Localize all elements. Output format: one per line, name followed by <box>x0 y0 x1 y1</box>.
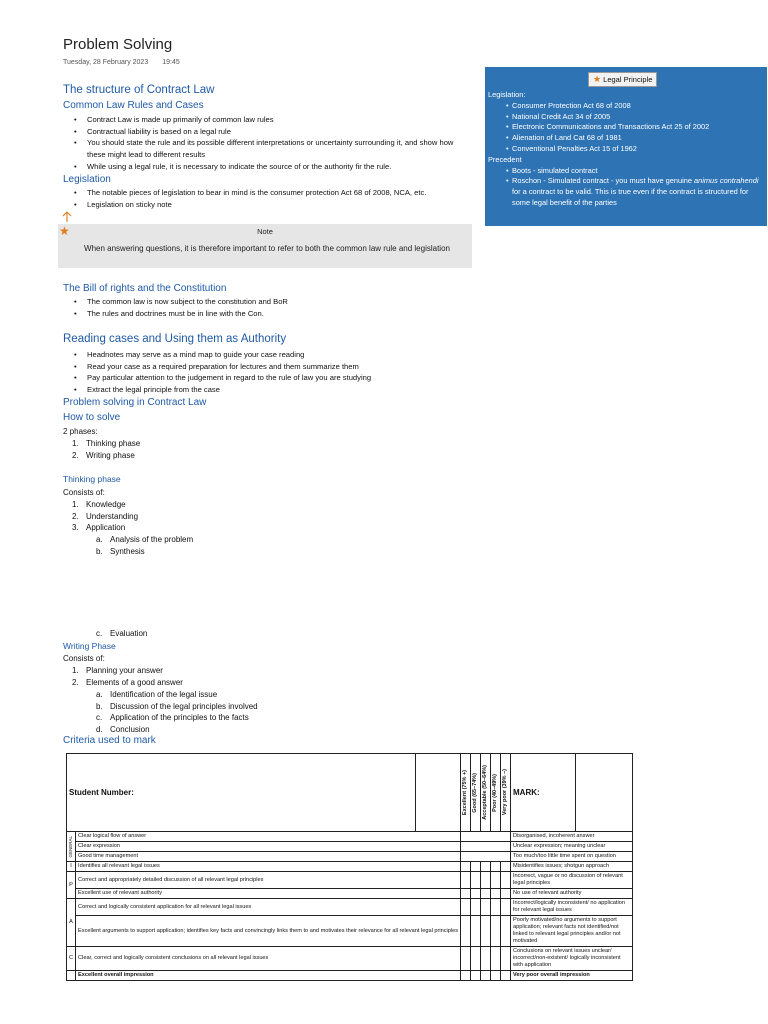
list-item: • Legislation on sticky note <box>63 199 473 211</box>
list-item: • You should state the rule and its possible different interpretations or uncertainty surrounding it, and show how these might lead to different results <box>63 137 473 160</box>
grade-label: Acceptable (50–64%) <box>482 765 488 820</box>
criteria-good: Clear expression <box>76 842 461 852</box>
table-row <box>67 832 633 842</box>
row-group-label: I <box>67 862 76 872</box>
grade-header <box>471 754 481 832</box>
table-cell <box>576 754 633 832</box>
criteria-poor: Misidentifies issues; shotgun approach <box>511 862 633 872</box>
sticky-precedent-list <box>488 166 763 209</box>
grade-cell[interactable] <box>461 947 471 971</box>
sticky-content <box>488 90 763 209</box>
list-item-text: Planning your answer <box>86 666 163 675</box>
list-item: • Extract the legal principle from the case <box>63 384 483 396</box>
grade-cell[interactable] <box>481 916 491 947</box>
criteria-poor: Conclusions on relevant issues unclear/ incorrect/non-existent/ logically inconsistent with application <box>511 947 633 971</box>
table-row <box>67 862 633 872</box>
grade-cell[interactable] <box>501 862 511 872</box>
list-item: c. Evaluation <box>96 629 148 638</box>
grade-cell[interactable] <box>491 899 501 916</box>
common-law-list <box>63 114 473 173</box>
list-item: a. Analysis of the problem <box>96 535 194 544</box>
thinking-heading: Thinking phase <box>63 474 121 484</box>
how-heading: How to solve <box>63 412 121 423</box>
grade-cell[interactable] <box>501 971 511 981</box>
list-item: • Electronic Communications and Transactions Act 25 of 2002 <box>488 122 763 133</box>
page-time: 19:45 <box>162 59 180 66</box>
list-item-text: Identification of the legal issue <box>110 690 218 699</box>
application-sub-list <box>63 534 193 557</box>
mark-label: MARK: <box>511 754 576 832</box>
grade-cell[interactable] <box>471 971 481 981</box>
criteria-good: Correct and logically consistent application for all relevant legal issues <box>76 899 461 916</box>
list-item: • The notable pieces of legislation to bear in mind is the consumer protection Act 68 of 2008, NCA, etc. <box>63 187 473 199</box>
page-timestamp <box>63 59 194 66</box>
table-row <box>67 889 633 899</box>
grade-cell[interactable] <box>461 862 471 872</box>
table-cell <box>461 842 511 852</box>
grade-label: Excellent (75% +) <box>462 769 468 816</box>
table-row <box>67 899 633 916</box>
grade-cell[interactable] <box>481 971 491 981</box>
grade-cell[interactable] <box>471 916 481 947</box>
grade-cell[interactable] <box>471 947 481 971</box>
table-cell <box>461 832 511 842</box>
row-group-label: C <box>67 947 76 971</box>
star-icon: ★ <box>59 224 70 238</box>
page-date: Tuesday, 28 February 2023 <box>63 59 149 66</box>
bor-heading: The Bill of rights and the Constitution <box>63 283 227 294</box>
list-item-text: Application <box>86 523 126 533</box>
list-item: 1. Planning your answer <box>72 666 163 675</box>
legal-principle-label: Legal Principle <box>603 75 653 84</box>
criteria-poor: Disorganised, incoherent answer <box>511 832 633 842</box>
list-item: 3. Application <box>72 523 126 533</box>
list-item: b. Discussion of the legal principles involved <box>96 701 258 711</box>
grade-header <box>461 754 471 832</box>
grade-cell[interactable] <box>461 916 471 947</box>
list-item: • Contractual liability is based on a legal rule <box>63 126 473 138</box>
row-group-label: A <box>67 899 76 947</box>
grade-cell[interactable] <box>481 872 491 889</box>
grade-cell[interactable] <box>481 947 491 971</box>
grade-cell[interactable] <box>481 889 491 899</box>
note-heading: Note <box>257 227 273 236</box>
star-icon: ★ <box>593 74 602 84</box>
list-item-text: Application of the principles to the facts <box>110 713 249 723</box>
list-item-text: Synthesis <box>110 546 145 556</box>
grade-cell[interactable] <box>491 889 501 899</box>
legal-principle-tag <box>588 72 657 87</box>
precedent-text: for a contract to be valid. This is true even if the contract is structured for some legal benefit of the parties <box>512 187 749 207</box>
list-item: • Consumer Protection Act 68 of 2008 <box>488 101 763 112</box>
list-item-text: Elements of a good answer <box>86 677 183 687</box>
table-row <box>67 872 633 889</box>
list-item-text: Evaluation <box>110 629 148 638</box>
grade-label: Good (65–74%) <box>472 772 478 813</box>
criteria-good: Clear, correct and logically consistent conclusions on all relevant legal issues <box>76 947 461 971</box>
table-row <box>67 852 633 862</box>
grade-cell[interactable] <box>501 899 511 916</box>
phases-list <box>63 438 140 461</box>
list-item: c. Application of the principles to the facts <box>96 713 249 723</box>
grade-cell[interactable] <box>501 872 511 889</box>
precedent-italic: animus contrahendi <box>694 176 759 186</box>
note-body: When answering questions, it is therefore important to refer to both the common law rule and legislation <box>84 244 450 253</box>
thinking-consists: Consists of: <box>63 488 105 497</box>
list-item-text: Knowledge <box>86 500 126 509</box>
list-item: • Alienation of Land Cat 68 of 1981 <box>488 133 763 144</box>
arrow-up-icon[interactable] <box>62 211 72 223</box>
grade-cell[interactable] <box>491 862 501 872</box>
precedent-text: Roschon - Simulated contract - you must have genuine <box>512 176 694 186</box>
writing-list <box>63 665 183 688</box>
table-row <box>67 947 633 971</box>
list-item: 1. Knowledge <box>72 500 126 509</box>
list-item: • The rules and doctrines must be in line with the Con. <box>63 308 473 320</box>
table-row <box>67 971 633 981</box>
grade-cell[interactable] <box>461 889 471 899</box>
row-group <box>67 832 76 862</box>
table-header-row <box>67 754 633 832</box>
list-item: • Contract Law is made up primarily of common law rules <box>63 114 473 126</box>
grade-cell[interactable] <box>471 889 481 899</box>
grade-cell[interactable] <box>471 899 481 916</box>
list-item: • The common law is now subject to the constitution and BoR <box>63 296 473 308</box>
criteria-good: Excellent arguments to support application; identifies key facts and convincingly links them to and motivates their relevance for all relevant legal principles <box>76 916 461 947</box>
page-title: Problem Solving <box>63 36 173 53</box>
writing-consists: Consists of: <box>63 654 105 663</box>
legislation-list <box>63 187 473 210</box>
criteria-good: Correct and appropriately detailed discussion of all relevant legal principles <box>76 872 461 889</box>
reading-heading: Reading cases and Using them as Authority <box>63 333 287 345</box>
grade-cell[interactable] <box>501 916 511 947</box>
grade-header <box>501 754 511 832</box>
criteria-good: Excellent use of relevant authority <box>76 889 461 899</box>
student-number-label: Student Number: <box>67 754 416 832</box>
grade-cell[interactable] <box>461 971 471 981</box>
list-item-text: Writing phase <box>86 450 135 460</box>
sticky-precedent-label: Precedent <box>488 154 522 164</box>
list-item-text: Conclusion <box>110 725 150 735</box>
legislation-heading: Legislation <box>63 174 111 185</box>
phases-label: 2 phases: <box>63 427 98 436</box>
list-item: • Read your case as a required preparation for lectures and them summarize them <box>63 361 483 373</box>
criteria-poor: No use of relevant authority <box>511 889 633 899</box>
criteria-poor: Unclear expression; meaning unclear <box>511 842 633 852</box>
criteria-good: Identifies all relevant legal issues <box>76 862 461 872</box>
criteria-poor: Too much/too little time spent on question <box>511 852 633 862</box>
list-item: • Headnotes may serve as a mind map to guide your case reading <box>63 349 483 361</box>
criteria-poor: Poorly motivated/no arguments to support application; relevant facts not identified/not linked to relevant legal principles and/or not motivated <box>511 916 633 947</box>
grade-cell[interactable] <box>491 916 501 947</box>
table-row <box>67 916 633 947</box>
sticky-legislation-list <box>488 101 763 155</box>
list-item: 2. Understanding <box>72 511 139 521</box>
grade-label: Poor (40–49%) <box>492 773 498 812</box>
list-item <box>488 176 763 208</box>
grade-cell[interactable] <box>461 872 471 889</box>
list-item: b. Synthesis <box>96 546 145 556</box>
table-cell <box>67 971 76 981</box>
grade-cell[interactable] <box>471 872 481 889</box>
writing-sub-list <box>63 689 258 736</box>
structure-heading: The structure of Contract Law <box>63 84 215 96</box>
criteria-heading: Criteria used to mark <box>63 735 156 746</box>
common-law-heading: Common Law Rules and Cases <box>63 100 204 111</box>
list-item: 1. Thinking phase <box>72 439 141 448</box>
list-item-text: Understanding <box>86 511 139 521</box>
list-item: • While using a legal rule, it is necessary to indicate the source of or the authority fir the rule. <box>63 161 473 173</box>
criteria-good: Excellent overall impression <box>76 971 461 981</box>
grade-cell[interactable] <box>501 947 511 971</box>
row-group-label: GENERAL <box>68 835 73 858</box>
list-item-text: Analysis of the problem <box>110 535 194 544</box>
grade-cell[interactable] <box>491 872 501 889</box>
grade-cell[interactable] <box>501 889 511 899</box>
criteria-poor: Very poor overall impression <box>511 971 633 981</box>
list-item: • Boots - simulated contract <box>488 166 763 177</box>
grade-cell[interactable] <box>481 899 491 916</box>
grade-cell[interactable] <box>461 899 471 916</box>
bor-list <box>63 296 473 319</box>
evaluation-list <box>63 628 147 640</box>
criteria-good: Clear logical flow of answer <box>76 832 461 842</box>
list-item: 2. Writing phase <box>72 450 135 460</box>
reading-list <box>63 349 483 396</box>
list-item-text: Thinking phase <box>86 439 141 448</box>
list-item: • National Credit Act 34 of 2005 <box>488 112 763 123</box>
criteria-poor: Incorrect, vague or no discussion of relevant legal principles <box>511 872 633 889</box>
grade-header <box>481 754 491 832</box>
table-row <box>67 842 633 852</box>
thinking-list <box>63 499 138 534</box>
grade-cell[interactable] <box>491 947 501 971</box>
writing-heading: Writing Phase <box>63 641 116 651</box>
list-item: • Conventional Penalties Act 15 of 1962 <box>488 144 763 155</box>
list-item-text: Discussion of the legal principles involved <box>110 701 258 711</box>
grade-header <box>491 754 501 832</box>
list-item: a. Identification of the legal issue <box>96 690 218 699</box>
grade-label: Very poor (39% –) <box>502 769 508 816</box>
table-cell <box>416 754 461 832</box>
problem-heading: Problem solving in Contract Law <box>63 397 207 408</box>
grade-cell[interactable] <box>491 971 501 981</box>
list-item: 2. Elements of a good answer <box>72 677 183 687</box>
sticky-legislation-label: Legislation: <box>488 90 526 99</box>
row-group-label: P <box>67 872 76 899</box>
criteria-poor: Incorrect/logically inconsistent/ no application for relevant legal issues <box>511 899 633 916</box>
criteria-good: Good time management <box>76 852 461 862</box>
table-cell <box>461 852 511 862</box>
list-item: • Pay particular attention to the judgement in regard to the rule of law you are studying <box>63 372 483 384</box>
grade-cell[interactable] <box>481 862 491 872</box>
criteria-table <box>66 753 633 981</box>
list-item: d. Conclusion <box>96 725 150 735</box>
grade-cell[interactable] <box>471 862 481 872</box>
